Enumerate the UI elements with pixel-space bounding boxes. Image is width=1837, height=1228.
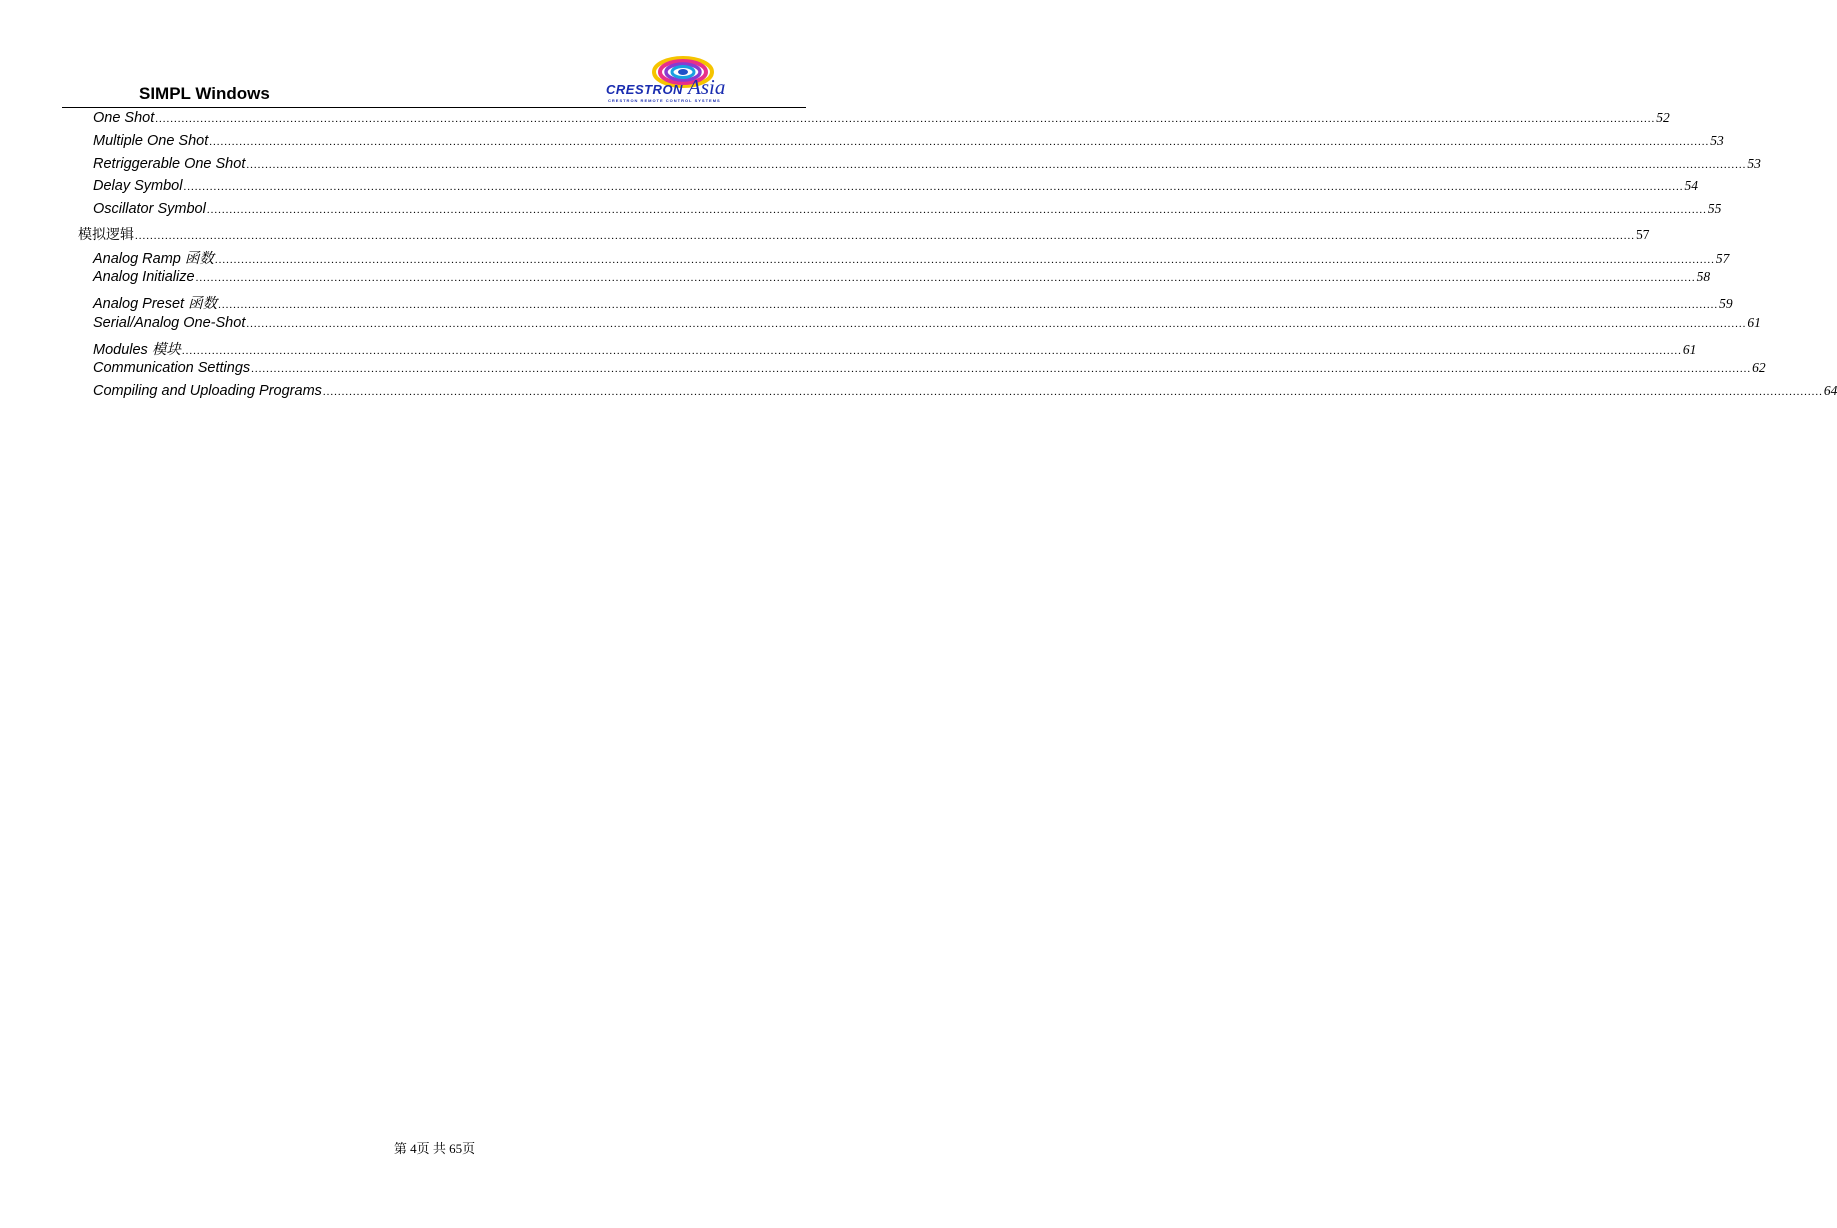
toc-dot-leader: ................................................................................................................................................................................................................................................................................................................................................................................................................ xyxy=(209,136,1710,148)
toc-entry-label: Retriggerable One Shot xyxy=(93,156,246,172)
toc-dot-leader: ................................................................................................................................................................................................................................................................................................................................................................................................................ xyxy=(135,230,1635,242)
logo-suffix-text: Asia xyxy=(688,75,726,99)
toc-entry[interactable] xyxy=(93,247,1730,267)
toc-entry-label: Delay Symbol xyxy=(93,178,183,194)
toc-dot-leader: ................................................................................................................................................................................................................................................................................................................................................................................................................ xyxy=(155,113,1656,125)
toc-entry-label: One Shot xyxy=(93,110,155,126)
toc-entry-page-number: 59 xyxy=(1719,296,1733,311)
toc-entry-label: Multiple One Shot xyxy=(93,133,209,149)
toc-entry-page-number: 64 xyxy=(1823,383,1837,398)
toc-entry[interactable] xyxy=(78,224,1650,244)
toc-entry-page-number: 52 xyxy=(1656,110,1670,125)
toc-entry-page-number: 55 xyxy=(1707,201,1722,216)
toc-dot-leader: ................................................................................................................................................................................................................................................................................................................................................................................................................ xyxy=(183,181,1684,193)
toc-dot-leader: ................................................................................................................................................................................................................................................................................................................................................................................................................ xyxy=(206,204,1707,216)
toc-entry[interactable] xyxy=(93,360,1766,380)
toc-entry-page-number: 57 xyxy=(1715,251,1730,266)
toc-entry-label: Communication Settings xyxy=(93,360,251,376)
document-title: SIMPL Windows xyxy=(139,84,270,103)
toc-dot-leader: ................................................................................................................................................................................................................................................................................................................................................................................................................ xyxy=(246,318,1747,330)
toc-entry[interactable] xyxy=(93,338,1697,358)
logo-brand-text: CRESTRON xyxy=(606,82,683,97)
toc-entry[interactable] xyxy=(93,292,1733,312)
logo-tagline: CRESTRON REMOTE CONTROL SYSTEMS xyxy=(608,98,721,103)
toc-entry-label: 模拟逻辑 xyxy=(78,227,134,243)
toc-dot-leader: ................................................................................................................................................................................................................................................................................................................................................................................................................ xyxy=(218,299,1719,311)
toc-entry-label: Analog Ramp 函数 xyxy=(93,251,214,267)
toc-dot-leader: ................................................................................................................................................................................................................................................................................................................................................................................................................ xyxy=(246,159,1747,171)
toc-entry-page-number: 53 xyxy=(1710,133,1724,148)
header-divider xyxy=(62,107,806,108)
toc-entry-label: Oscillator Symbol xyxy=(93,201,206,217)
toc-entry[interactable] xyxy=(93,178,1698,198)
crestron-asia-logo xyxy=(600,56,735,104)
toc-entry-label: Serial/Analog One-Shot xyxy=(93,315,246,331)
toc-entry-label: Analog Preset 函数 xyxy=(93,296,218,312)
toc-entry-page-number: 61 xyxy=(1682,342,1697,357)
toc-dot-leader: ................................................................................................................................................................................................................................................................................................................................................................................................................ xyxy=(322,386,1823,398)
toc-entry-label: Compiling and Uploading Programs xyxy=(93,383,322,399)
toc-entry[interactable] xyxy=(93,156,1761,176)
toc-dot-leader: ................................................................................................................................................................................................................................................................................................................................................................................................................ xyxy=(251,363,1752,375)
toc-entry-page-number: 53 xyxy=(1747,156,1761,171)
toc-dot-leader: ................................................................................................................................................................................................................................................................................................................................................................................................................ xyxy=(181,345,1682,357)
toc-dot-leader: ................................................................................................................................................................................................................................................................................................................................................................................................................ xyxy=(214,254,1715,266)
toc-entry-label: Analog Initialize xyxy=(93,269,195,285)
toc-entry-page-number: 61 xyxy=(1747,315,1761,330)
toc-entry[interactable] xyxy=(93,383,1837,403)
page-footer: 第 4页 共 65页 xyxy=(393,1141,476,1156)
toc-entry[interactable] xyxy=(93,110,1670,130)
toc-entry-label: Modules 模块 xyxy=(93,342,181,358)
toc-entry-page-number: 54 xyxy=(1684,178,1698,193)
toc-entry[interactable] xyxy=(93,315,1761,335)
toc-entry[interactable] xyxy=(93,269,1711,289)
toc-entry-page-number: 58 xyxy=(1696,269,1711,284)
toc-entry[interactable] xyxy=(93,133,1724,153)
toc-entry-page-number: 57 xyxy=(1636,227,1650,242)
toc-entry[interactable] xyxy=(93,201,1722,221)
toc-dot-leader: ................................................................................................................................................................................................................................................................................................................................................................................................................ xyxy=(195,272,1696,284)
toc-entry-page-number: 62 xyxy=(1752,360,1766,375)
